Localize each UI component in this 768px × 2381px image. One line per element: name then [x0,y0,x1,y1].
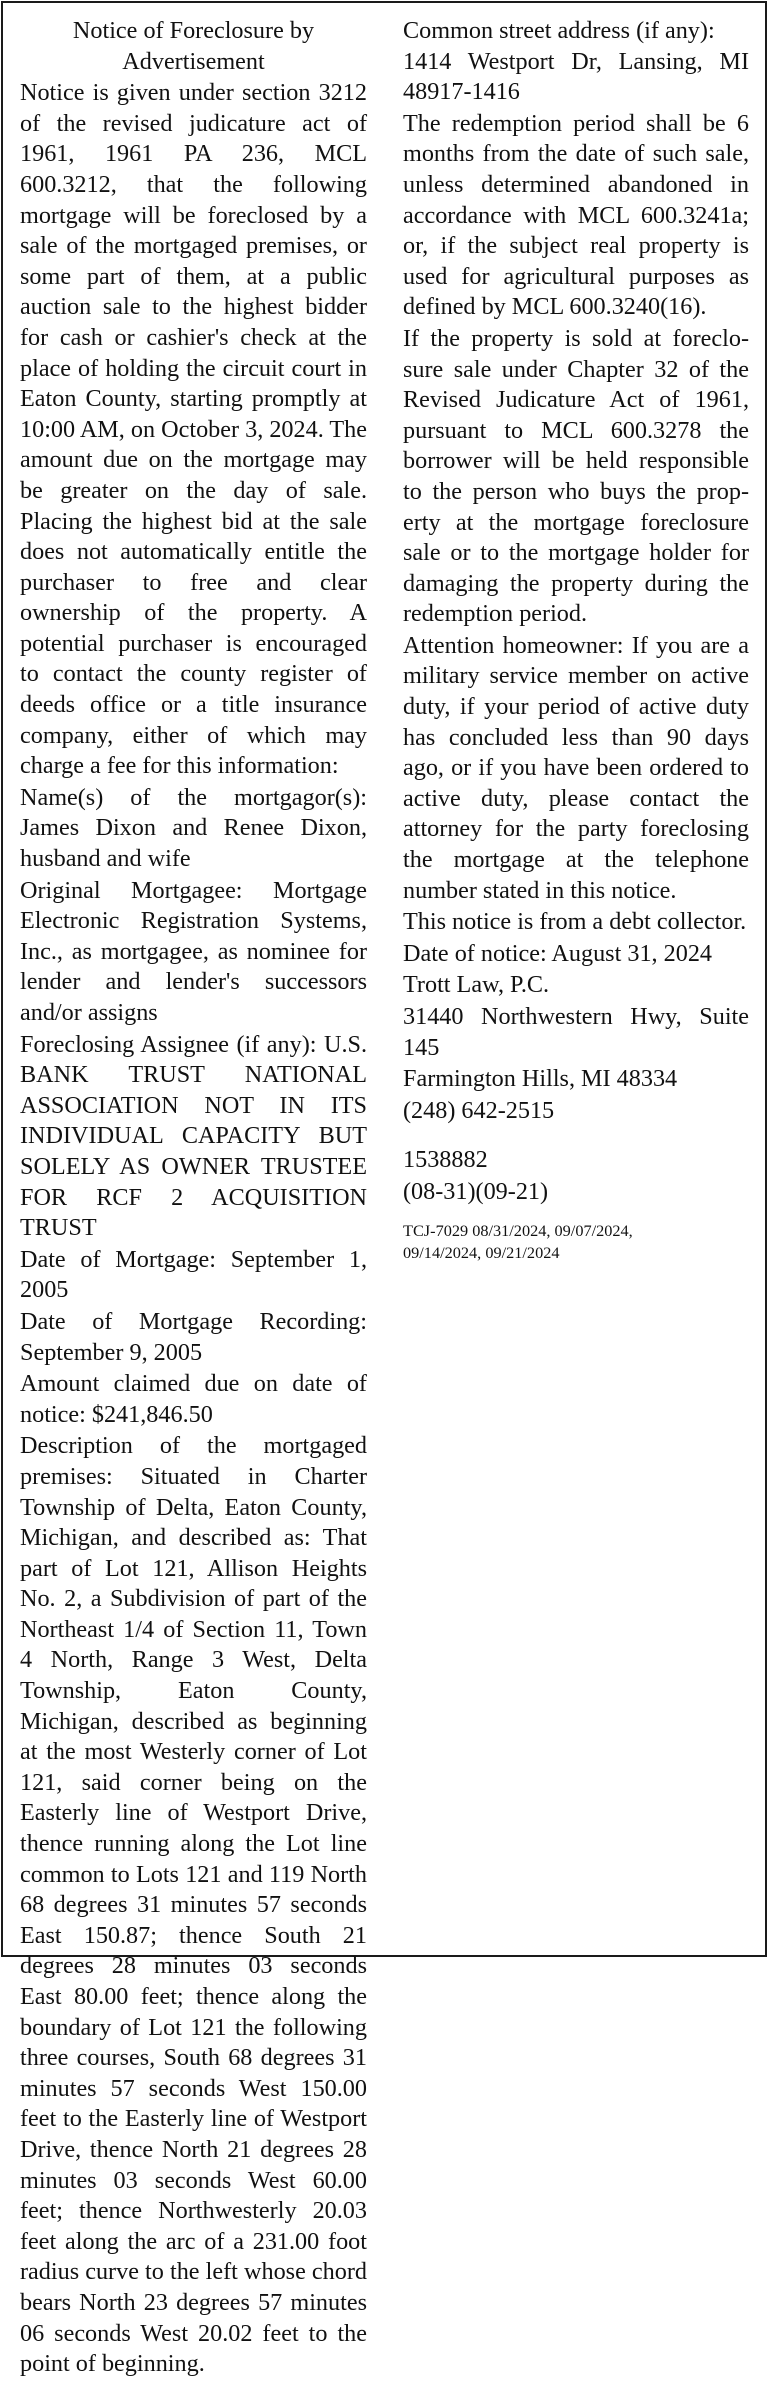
date-of-notice-line: Date of notice: August 31, 2024 [403,939,713,967]
legal-notice [1,1,767,2378]
publication-info [403,1220,749,1264]
notice-column-left [20,16,367,2381]
ad-number-line: 1538882 [403,1146,488,1174]
mortgagors-paragraph: Name(s) of the mortgagor(s): James Dixon and Renee Dixon, husband and wife [20,783,367,873]
original-mortgagee-paragraph: Original Mortgagee: Mortgage Electronic Registration Systems, Inc., as mortgagee, as nominee for lender and lender's successors and/or assigns [20,876,367,1026]
street-address-value: 1414 Westport Dr, Lansing, MI 48917-1416 [403,47,749,106]
amount-claimed-paragraph: Amount claimed due on date of notice: $241,846.50 [20,1370,367,1428]
spacer [403,1127,749,1145]
attention-paragraph: Attention homeowner: If you are a military service member on active duty, if your period of active duty has concluded less than 90 days ago, or if you have been ordered to active duty, please contact the attorney for the party foreclosing the mortgage at the telephone number stated in this notice. [403,631,749,904]
redemption-paragraph: The redemption period shall be 6 months from the date of such sale, unless determined abandoned in accordance with MCL 600.3241a; or, if the subject real property is used for agricultural purposes as defined by MCL 600.3240(16). [403,109,749,321]
debt-collector-line: This notice is from a debt collector. [403,908,747,936]
notice-title: Notice of Foreclosure by Advertisement [72,17,315,75]
description-paragraph: Description of the mortgaged premises: Situated in Charter Township of Delta, Eaton County, Michigan, and described as: That part of Lot 121, Allison Heights No. 2, a Subdivision of part of the Northeast 1/4 of Section 11, Town 4 North, Range 3 West, Delta Township, Eaton County, Michigan, described as beginning at the most Westerly corner of Lot 121, said corner being on the Easterly line of Westport Drive, thence running along the Lot line common to Lots 121 and 119 North 68 degrees 31 minutes 57 seconds East 150.87; thence South 21 degrees 28 minutes 03 seconds East 80.00 feet; thence along the boundary of Lot 121 the following three courses, South 68 degrees 31 minutes 57 seconds West 150.00 feet to the Easterly line of Westport Drive, thence North 21 degrees 28 minutes 03 seconds West 60.00 feet; thence Northwesterly 20.03 feet along the arc of a 231.00 foot radius curve to the left whose chord bears North 23 degrees 57 minutes 06 seconds West 20.02 feet to the point of beginning. [20,1432,367,2378]
run-dates-line: (08-31)(09-21) [403,1177,549,1205]
chapter32-paragraph: If the property is sold at foreclosure sale under Chapter 32 of the Revised Judicature Act of 1961, pursuant to MCL 600.3278 the borrower will be held responsible to the person who buys the property at the mortgage foreclosure sale or to the mortgage holder for damaging the property during the redemption period. [403,324,749,628]
date-of-recording-paragraph: Date of Mortgage Recording: September 9, 2005 [20,1307,367,1366]
firm-phone-line: (248) 642-2515 [403,1096,555,1124]
notice-column-right [403,16,749,1265]
publication-line-2: 09/14/2024, 09/21/2024 [403,1242,560,1262]
firm-name-line: Trott Law, P.C. [403,971,550,999]
street-address-label: Common street address (if any): [403,17,715,44]
date-of-mortgage-paragraph: Date of Mortgage: September 1, 2005 [20,1245,367,1304]
foreclosing-assignee-paragraph: Foreclosing Assignee (if any): U.S. BANK TRUST NATIONAL ASSOCIATION NOT IN ITS INDIVIDUAL CAPACITY BUT SOLELY AS OWNER TRUSTEE FOR RCF 2 ACQUISITION TRUST [20,1030,367,1242]
street-address-paragraph [403,16,749,108]
firm-city-line: Farmington Hills, MI 48334 [403,1065,678,1093]
firm-street-line: 31440 Northwestern Hwy, Suite 145 [403,1003,749,1061]
publication-line-1: TCJ-7029 08/31/2024, 09/07/2024, [403,1220,633,1240]
intro-paragraph: Notice is given under section 3212 of the revised judicature act of 1961, 1961 PA 236, MCL 600.3212, that the following mortgage will be foreclosed by a sale of the mortgaged premises, or some part of them, at a public auction sale to the highest bidder for cash or cashier's check at the place of holding the circuit court in Eaton County, starting promptly at 10:00 AM, on October 3, 2024. The amount due on the mortgage may be greater on the day of sale. Placing the highest bid at the sale does not automatically entitle the purchaser to free and clear ownership of the property. A potential purchaser is encouraged to contact the county register of deeds office or a title insurance company, either of which may charge a fee for this information: [20,79,367,780]
